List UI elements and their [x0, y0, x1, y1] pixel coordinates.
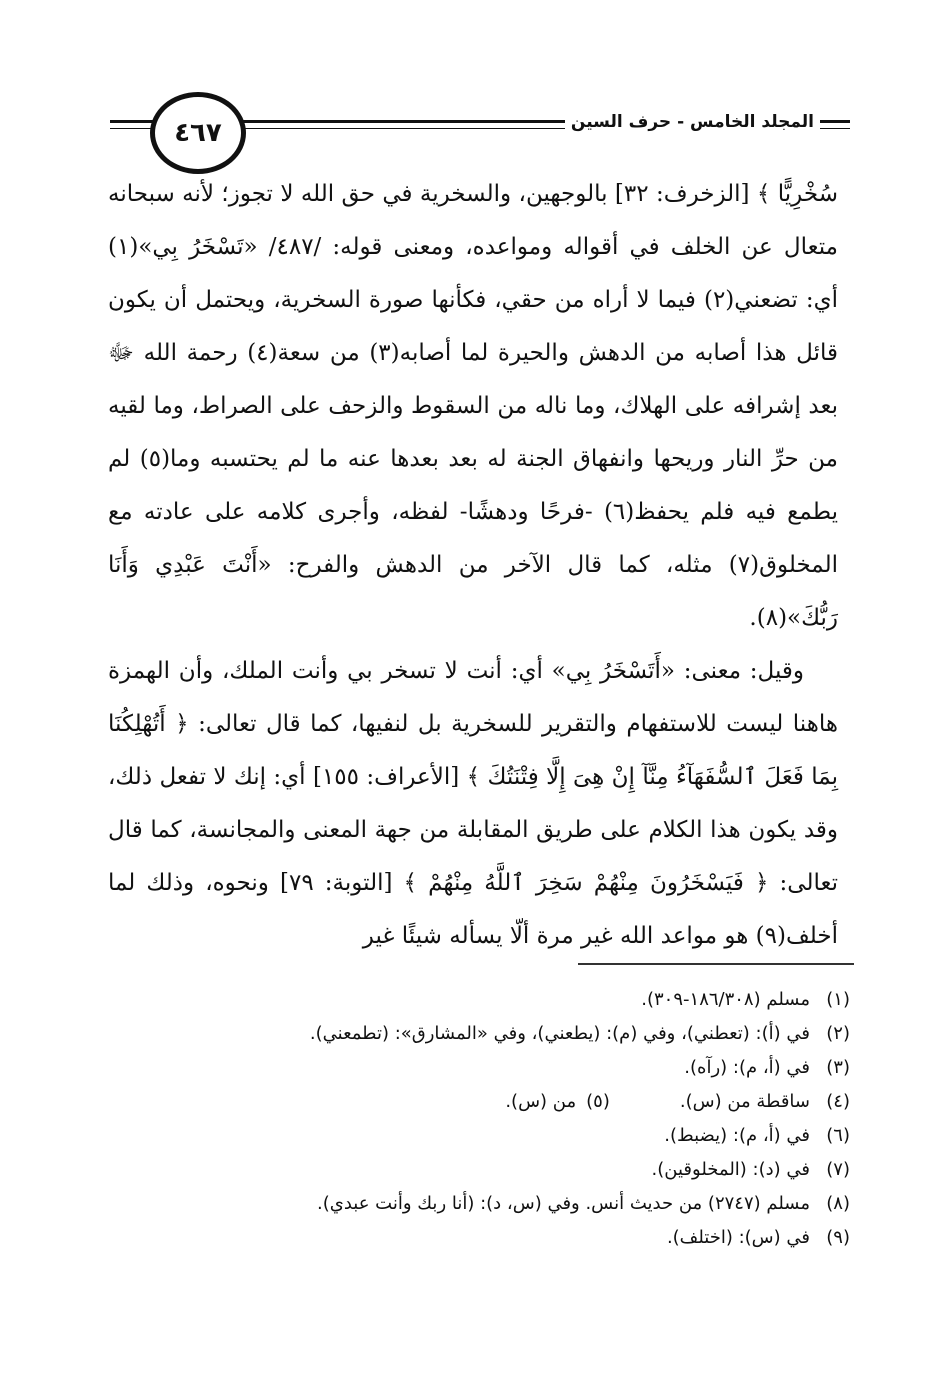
main-text	[108, 168, 838, 963]
footnote	[150, 1221, 850, 1255]
footnote-number: (٥)	[586, 1091, 610, 1112]
footnote-text: في (أ، م): (يضبط).	[664, 1125, 810, 1146]
footnote-number: (٣)	[826, 1057, 850, 1078]
paragraph: سُخْرِيًّا ﴾ [الزخرف: ٣٢] بالوجهين، والسخرية في حق الله لا تجوز؛ لأنه سبحانه متعال عن الخلف في أقواله ومواعده، ومعنى قوله: /٤٨٧/ «تَسْخَرُ بِي»(١) أي: تضعني(٢) فيما لا أراه من حقي، فكأنها صورة السخرية، ويحتمل أن يكون قائل هذا أصابه من الدهش والحيرة لما أصابه(٣) من سعة(٤) رحمة الله ﷻ بعد إشرافه على الهلاك، وما ناله من السقوط والزحف على الصراط، وما لقيه من حرِّ النار وريحها وانفهاق الجنة له بعد بعدها عنه ما لم يحتسبه وما(٥) لم يطمع فيه فلم يحفظ(٦) -فرحًا ودهشًا- لفظه، وأجرى كلامه على عادته مع المخلوق(٧) مثله، كما قال الآخر من الدهش والفرح: «أَنْتَ عَبْدِي وَأَنَا رَبُّكَ»(٨).	[108, 181, 838, 631]
footnote-number: (٨)	[826, 1193, 850, 1214]
footnote-number: (٦)	[826, 1125, 850, 1146]
footnote	[150, 1119, 850, 1153]
footnote-number: (١)	[826, 989, 850, 1010]
footnote-text: من (س).	[505, 1091, 577, 1112]
running-title: المجلد الخامس - حرف السين	[565, 112, 820, 132]
footnote-number: (٢)	[826, 1023, 850, 1044]
footnote	[150, 1085, 850, 1119]
footnote-text: مسلم (٢٧٤٧) من حديث أنس. وفي (س، د): (أنا ربك وأنت عبدي).	[316, 1193, 810, 1214]
footnote-text: مسلم (١٨٦/٣٠٨-٣٠٩).	[641, 989, 810, 1010]
footnote	[150, 1187, 850, 1221]
footnotes	[150, 983, 850, 1255]
page-number-badge	[150, 92, 246, 174]
footnote	[150, 1017, 850, 1051]
footnote-text: في (س): (اختلف).	[666, 1227, 810, 1248]
footnote-text: في (أ، م): (رآه).	[684, 1057, 810, 1078]
footnote	[150, 983, 850, 1017]
footnote-text: في (أ): (تعطني)، وفي (م): (يطعني)، وفي «المشارق»: (تطمعني).	[309, 1023, 810, 1044]
footnote-text: في (د): (المخلوقين).	[651, 1159, 810, 1180]
paragraph: وقيل: معنى: «أَتَسْخَرُ بِي» أي: أنت لا تسخر بي وأنت الملك، وأن الهمزة هاهنا ليست للاستفهام والتقرير للسخرية بل لنفيها، كما قال تعالى: ﴿ أَتُهْلِكُنَا بِمَا فَعَلَ ٱلسُّفَهَآءُ مِنَّآ إِنْ هِىَ إِلَّا فِتْنَتُكَ ﴾ [الأعراف: ١٥٥] أي: إنك لا تفعل ذلك، وقد يكون هذا الكلام على طريق المقابلة من جهة المعنى والمجانسة، كما قال تعالى: ﴿ فَيَسْخَرُونَ مِنْهُمْ سَخِرَ ٱللَّهُ مِنْهُمْ ﴾ [التوبة: ٧٩] ونحوه، وذلك لما أخلف(٩) هو مواعد الله غير مرة ألّا يسأله شيئًا غير	[108, 658, 839, 949]
footnote	[150, 1051, 850, 1085]
footnote-number: (٩)	[826, 1227, 850, 1248]
page-header	[110, 92, 850, 172]
footnote	[150, 1153, 850, 1187]
footnote-number: (٤)	[826, 1091, 850, 1112]
footnote-number: (٧)	[826, 1159, 850, 1180]
footnote-divider	[578, 963, 854, 965]
footnote-text: ساقطة من (س).	[679, 1091, 810, 1112]
page-number: ٤٦٧	[174, 118, 222, 148]
